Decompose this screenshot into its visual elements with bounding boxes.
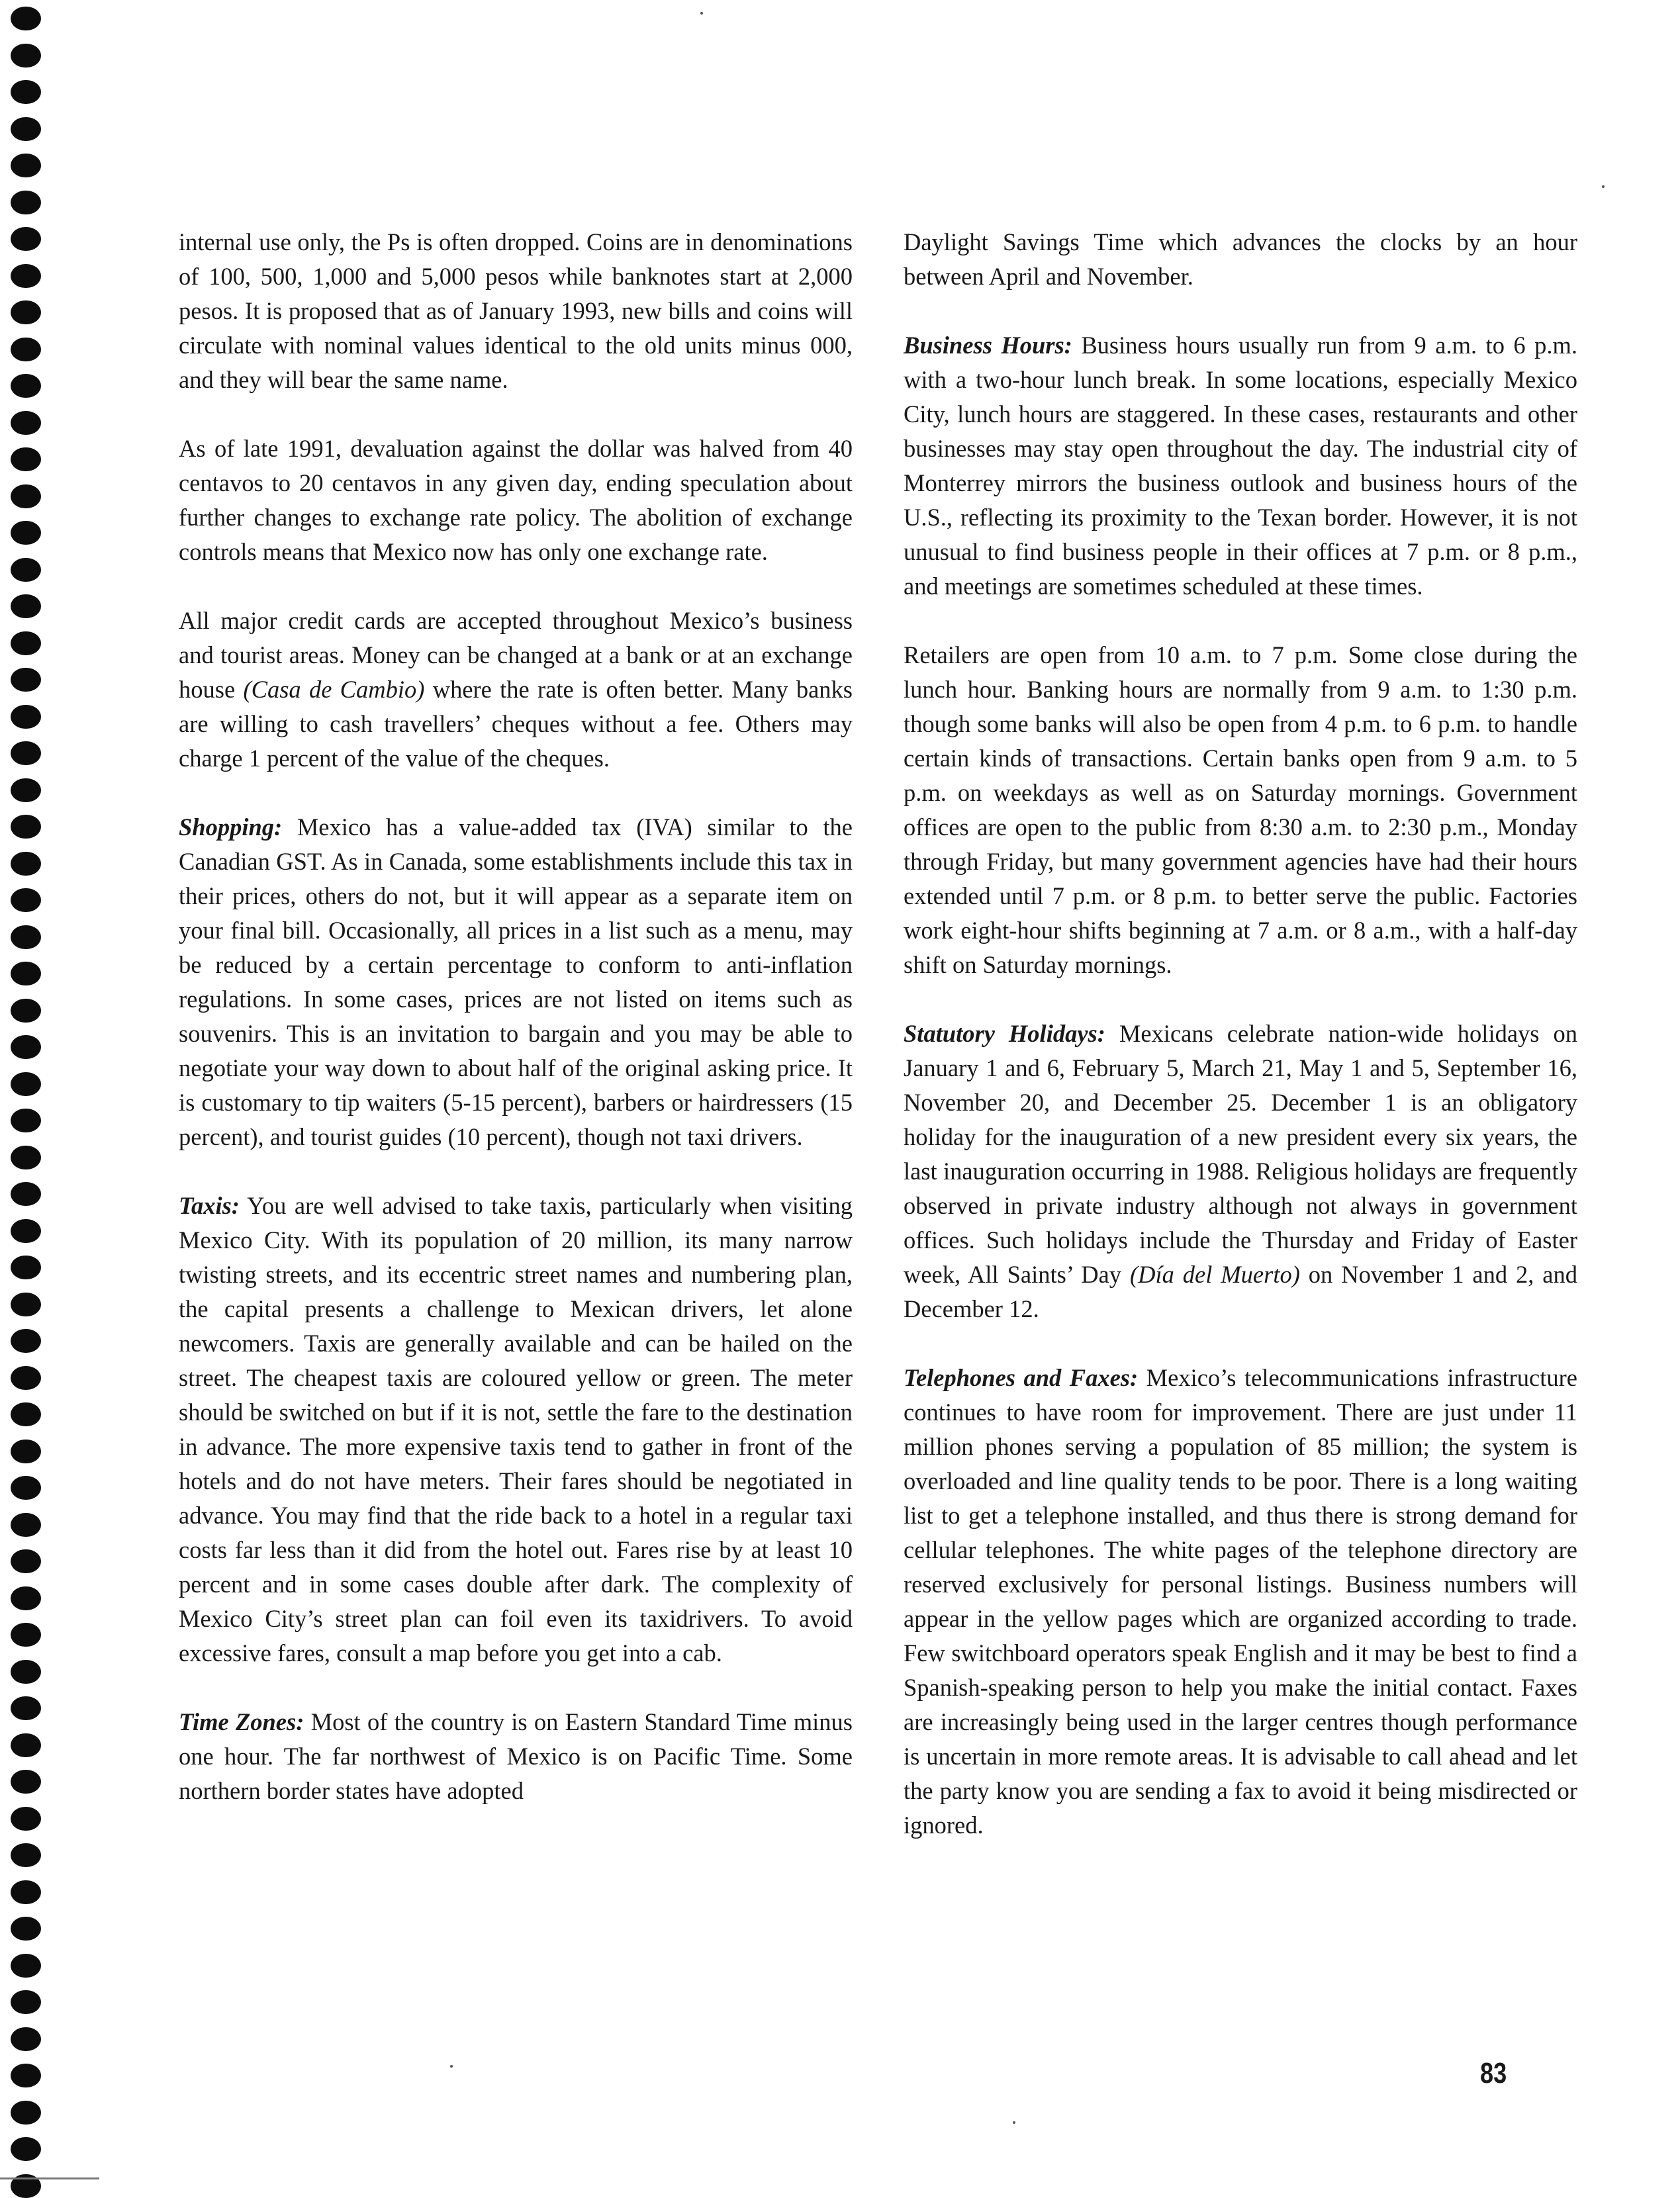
binding-hole [11, 191, 41, 214]
binding-hole [11, 154, 41, 177]
binding-hole [11, 2137, 41, 2161]
binding-hole [11, 521, 41, 545]
binding-hole [11, 558, 41, 582]
binding-hole [11, 1990, 41, 2014]
binding-hole [11, 594, 41, 618]
statutory-holidays-section [904, 1017, 1577, 1326]
statutory-holidays-heading: Statutory Holidays: [904, 1020, 1105, 1047]
scan-speck [450, 2065, 453, 2068]
binding-hole [11, 1954, 41, 1978]
binding-hole [11, 338, 41, 361]
binding-hole [11, 631, 41, 655]
binding-hole [11, 1402, 41, 1426]
scan-speck [1013, 2121, 1015, 2124]
binding-hole [11, 815, 41, 839]
taxis-heading: Taxis: [179, 1192, 240, 1219]
shopping-heading: Shopping: [179, 813, 283, 841]
devaluation-paragraph: As of late 1991, devaluation against the dollar was halved from 40 centavos to 20 centavos in any given day, ending speculation about further changes to exchange rate policy. The abolition of exchange controls means that Mexico now has only one exchange rate. [179, 435, 853, 565]
binding-hole [11, 227, 41, 251]
binding-hole [11, 1586, 41, 1610]
time-zones-section [179, 1705, 853, 1808]
binding-hole [11, 1476, 41, 1500]
binding-hole [11, 447, 41, 471]
binding-hole [11, 705, 41, 729]
binding-hole [11, 1219, 41, 1243]
binding-hole [11, 484, 41, 508]
time-zones-heading: Time Zones: [179, 1708, 304, 1735]
binding-hole [11, 999, 41, 1023]
binding-hole [11, 1623, 41, 1647]
telephones-faxes-heading: Telephones and Faxes: [904, 1364, 1139, 1391]
shopping-section [179, 810, 853, 1154]
right-column [904, 225, 1577, 1877]
binding-hole [11, 1843, 41, 1867]
spiral-binding [0, 0, 53, 2187]
telephones-faxes-section [904, 1361, 1577, 1843]
binding-hole [11, 1880, 41, 1904]
binding-hole [11, 1696, 41, 1720]
statutory-holidays-text-end: on November 1 and 2, and December 12. [904, 1261, 1577, 1322]
business-hours-section [904, 328, 1577, 604]
binding-hole [11, 1917, 41, 1941]
retail-hours-paragraph: Retailers are open from 10 a.m. to 7 p.m. Some close during the lunch hour. Banking hours are normally from 9 a.m. to 1:30 p.m. though some banks will also be open from 4 p.m. to 6 p.m. to handle certain kinds of transactions. Certain banks open from 9 a.m. to 5 p.m. on weekdays as well as on Saturday mornings. Government offices are open to the public from 8:30 a.m. to 2:30 p.m., Monday through Friday, but many government agencies have had their hours extended until 7 p.m. or 8 p.m. to better serve the public. Factories work eight-hour shifts beginning at 7 a.m. or 8 a.m., with a half-day shift on Saturday mornings. [904, 641, 1577, 978]
binding-hole [11, 1329, 41, 1353]
binding-hole [11, 117, 41, 141]
binding-hole [11, 1549, 41, 1573]
time-zones-text: Most of the country is on Eastern Standard Time minus one hour. The far northwest of Mexico is on Pacific Time. Some northern border states have adopted [179, 1708, 853, 1804]
business-hours-text: Business hours usually run from 9 a.m. to 6 p.m. with a two-hour lunch break. In some locations, especially Mexico City, lunch hours are staggered. In these cases, restaurants and other businesses may stay open throughout the day. The industrial city of Monterrey mirrors the business outlook and business hours of the U.S., reflecting its proximity to the Texan border. However, it is not unusual to find business people in their offices at 7 p.m. or 8 p.m., and meetings are sometimes scheduled at these times. [904, 332, 1577, 600]
binding-hole [11, 1733, 41, 1757]
binding-hole [11, 668, 41, 692]
binding-hole [11, 962, 41, 985]
scan-speck [700, 12, 703, 15]
binding-hole [11, 1770, 41, 1794]
binding-hole [11, 264, 41, 288]
binding-hole [11, 1182, 41, 1206]
casa-de-cambio-term: (Casa de Cambio) [243, 676, 425, 703]
binding-hole [11, 1035, 41, 1059]
binding-hole [11, 7, 41, 30]
page-number: 83 [1480, 2057, 1507, 2089]
binding-hole [11, 1440, 41, 1463]
left-column [179, 225, 853, 1843]
binding-hole [11, 1807, 41, 1831]
binding-hole [11, 925, 41, 949]
credit-cards-text: All major credit cards are accepted throughout Mexico’s business and tourist areas. Money can be changed at a bank or at an exchange house [179, 607, 853, 703]
scan-speck [1602, 185, 1605, 188]
binding-hole [11, 1660, 41, 1684]
binding-hole [11, 1146, 41, 1169]
binding-hole [11, 2064, 41, 2087]
binding-hole [11, 411, 41, 435]
credit-cards-text-end: where the rate is often better. Many banks are willing to cash travellers’ cheques without a fee. Others may charge 1 percent of the value of the cheques. [179, 676, 853, 772]
taxis-section [179, 1189, 853, 1671]
binding-hole [11, 741, 41, 765]
binding-hole [11, 2101, 41, 2125]
binding-hole [11, 1256, 41, 1279]
statutory-holidays-text: Mexicans celebrate nation-wide holidays on January 1 and 6, February 5, March 21, May 1 and 5, September 16, November 20, and December 25. December 1 is an obligatory holiday for the inauguration of a new president every six years, the last inauguration occurring in 1988. Religious holidays are frequently observed in private industry although not always in government offices. Such holidays include the Thursday and Friday of Easter week, All Saints’ Day [904, 1020, 1577, 1288]
binding-hole [11, 778, 41, 802]
bottom-edge-rule [0, 2177, 99, 2179]
binding-hole [11, 1109, 41, 1132]
telephones-faxes-text: Mexico’s telecommunications infrastructure continues to have room for improvement. There are just under 11 million phones serving a population of 85 million; the system is overloaded and line quality tends to be poor. There is a long waiting list to get a telephone installed, and thus there is strong demand for cellular telephones. The white pages of the telephone directory are reserved exclusively for personal listings. Business numbers will appear in the yellow pages which are organized according to trade. Few switchboard operators speak English and it may be best to find a Spanish-speaking person to help you make the initial contact. Faxes are increasingly being used in the larger centres though performance is uncertain in more remote areas. It is advisable to call ahead and let the party know you are sending a fax to avoid it being misdirected or ignored. [904, 1364, 1577, 1839]
binding-hole [11, 1293, 41, 1316]
dia-del-muerto-term: (Día del Muerto) [1129, 1261, 1300, 1288]
business-hours-heading: Business Hours: [904, 332, 1072, 359]
binding-hole [11, 2027, 41, 2051]
binding-hole [11, 374, 41, 398]
binding-hole [11, 44, 41, 68]
binding-hole [11, 300, 41, 324]
binding-hole [11, 1366, 41, 1390]
binding-hole [11, 888, 41, 912]
taxis-text: You are well advised to take taxis, particularly when visiting Mexico City. With its population of 20 million, its many narrow twisting streets, and its eccentric street names and numbering plan, the capital presents a challenge to Mexican drivers, let alone newcomers. Taxis are generally available and can be hailed on the street. The cheapest taxis are coloured yellow or green. The meter should be switched on but if it is not, settle the fare to the destination in advance. The more expensive taxis tend to gather in front of the hotels and do not have meters. Their fares should be negotiated in advance. You may find that the ride back to a hotel in a regular taxi costs far less than it did from the hotel out. Fares rise by at least 10 percent and in some cases double after dark. The complexity of Mexico City’s street plan can foil even its taxidrivers. To avoid excessive fares, consult a map before you get into a cab. [179, 1192, 853, 1667]
binding-hole [11, 852, 41, 876]
binding-hole [11, 80, 41, 104]
shopping-text: Mexico has a value-added tax (IVA) similar to the Canadian GST. As in Canada, some establishments include this tax in their prices, others do not, but it will appear as a separate item on your final bill. Occasionally, all prices in a list such as a menu, may be reduced by a certain percentage to conform to anti-inflation regulations. In some cases, prices are not listed on items such as souvenirs. This is an invitation to bargain and you may be able to negotiate your way down to about half of the original asking price. It is customary to tip waiters (5-15 percent), barbers or hairdressers (15 percent), and tourist guides (10 percent), though not taxi drivers. [179, 813, 853, 1150]
credit-cards-paragraph [179, 604, 853, 776]
currency-paragraph: internal use only, the Ps is often dropped. Coins are in denominations of 100, 500, 1,000 and 5,000 pesos while banknotes start at 2,000 pesos. It is proposed that as of January 1993, new bills and coins will circulate with nominal values identical to the old units minus 000, and they will bear the same name. [179, 228, 853, 393]
binding-hole [11, 1072, 41, 1096]
daylight-savings-paragraph: Daylight Savings Time which advances the clocks by an hour between April and November. [904, 228, 1577, 290]
binding-hole [11, 1513, 41, 1537]
